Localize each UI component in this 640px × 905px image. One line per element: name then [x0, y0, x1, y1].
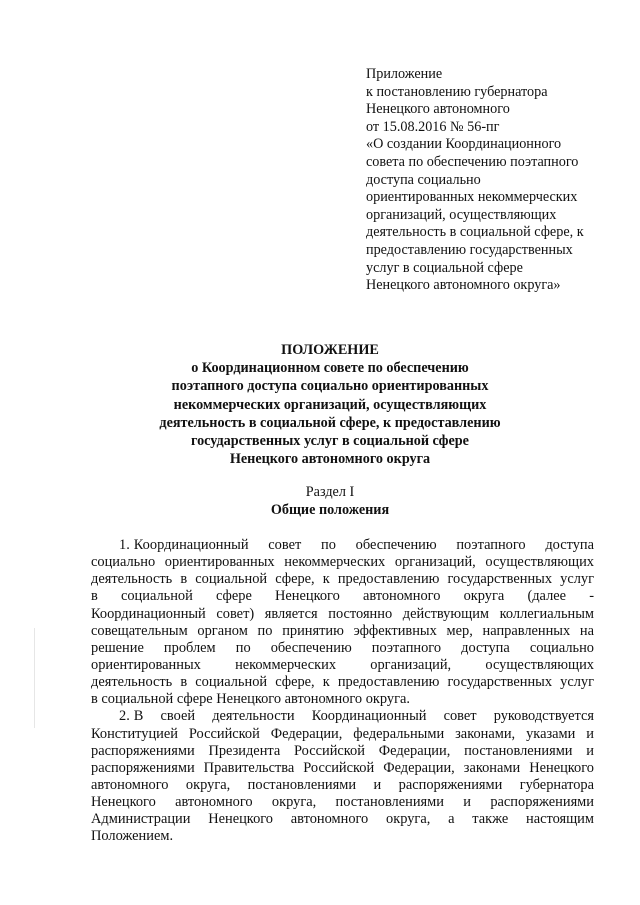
- appendix-line: деятельность в социальной сфере, к: [366, 224, 584, 241]
- title-line: деятельность в социальной сфере, к предоставлению: [159, 414, 501, 431]
- paragraph-line: деятельность в социальной сфере, к предоставлению государственных услуг: [91, 571, 594, 588]
- document-title: [60, 341, 600, 468]
- appendix-line: от 15.08.2016 № 56-пг: [366, 118, 500, 135]
- paragraph-line: распоряжениями Президента Российской Федерации, постановлениями и: [91, 742, 594, 759]
- paragraph-line: [91, 537, 594, 554]
- document-body: [91, 537, 594, 846]
- appendix-line: Ненецкого автономного округа»: [366, 277, 561, 294]
- paragraph-line: социально ориентированных некоммерческих организаций, осуществляющих: [91, 554, 594, 571]
- appendix-line: Приложение: [366, 66, 443, 82]
- paragraph-number: 1.: [119, 537, 130, 553]
- paragraph-line: Координационный совет) является постоянно действующим коллегиальным: [91, 605, 594, 622]
- appendix-line: ориентированных некоммерческих: [366, 189, 578, 206]
- paragraph-line: Конституцией Российской Федерации, федеральными законами, указами и: [91, 725, 594, 742]
- title-line: поэтапного доступа социально ориентированных: [171, 378, 489, 395]
- title-line: Ненецкого автономного округа: [229, 451, 431, 468]
- scan-margin-mark: [34, 628, 35, 728]
- paragraph-line: решение проблем по обеспечению поэтапного доступа социально: [91, 639, 594, 656]
- appendix-block: [366, 66, 616, 295]
- paragraph-line: деятельность в социальной сфере, к предоставлению государственных услуг: [91, 674, 594, 691]
- paragraph-line: Администрации Ненецкого автономного округа, а также настоящим: [91, 811, 594, 828]
- title-line: государственных услуг в социальной сфере: [191, 433, 469, 450]
- section-name: Общие положения: [270, 502, 390, 519]
- paragraph-line: совещательным органом по принятию эффективных мер, направленных на: [91, 622, 594, 639]
- paragraph-line: автономного округа, постановлениями и распоряжениями губернатора: [91, 776, 594, 793]
- paragraph-text: Координационный совет по обеспечению поэтапного доступа: [133, 537, 594, 553]
- appendix-line: организаций, осуществляющих: [366, 206, 557, 223]
- appendix-line: услуг в социальной сфере: [366, 259, 523, 276]
- appendix-line: Ненецкого автономного: [366, 101, 510, 118]
- appendix-line: к постановлению губернатора: [366, 83, 548, 100]
- appendix-line: предоставлению государственных: [366, 241, 573, 258]
- paragraph-number: 2.: [119, 708, 130, 725]
- paragraph-line: Положением.: [91, 828, 174, 845]
- paragraph-line: в социальной сфере Ненецкого автономного округа (далее -: [91, 588, 594, 605]
- title-line: о Координационном совете по обеспечению: [191, 360, 469, 377]
- paragraph-line: ориентированных некоммерческих организаций, осуществляющих: [91, 656, 594, 673]
- paragraph-line: распоряжениями Правительства Российской Федерации, законами Ненецкого: [91, 759, 594, 776]
- title-heading: ПОЛОЖЕНИЕ: [281, 342, 379, 358]
- appendix-line: «О создании Координационного: [366, 136, 562, 153]
- appendix-line: совета по обеспечению поэтапного: [366, 153, 579, 170]
- paragraph-line: в социальной сфере Ненецкого автономного округа.: [91, 691, 411, 708]
- section-heading: [60, 483, 600, 519]
- paragraph-line: [91, 708, 594, 725]
- section-number: Раздел I: [305, 484, 355, 500]
- appendix-line: доступа социально: [366, 171, 481, 188]
- paragraph-1: [91, 537, 594, 708]
- paragraph-2: [91, 708, 594, 845]
- title-line: некоммерческих организаций, осуществляющих: [173, 396, 487, 413]
- paragraph-line: Ненецкого автономного округа, постановлениями и распоряжениями: [91, 794, 594, 811]
- paragraph-text: В своей деятельности Координационный совет руководствуется: [133, 708, 594, 725]
